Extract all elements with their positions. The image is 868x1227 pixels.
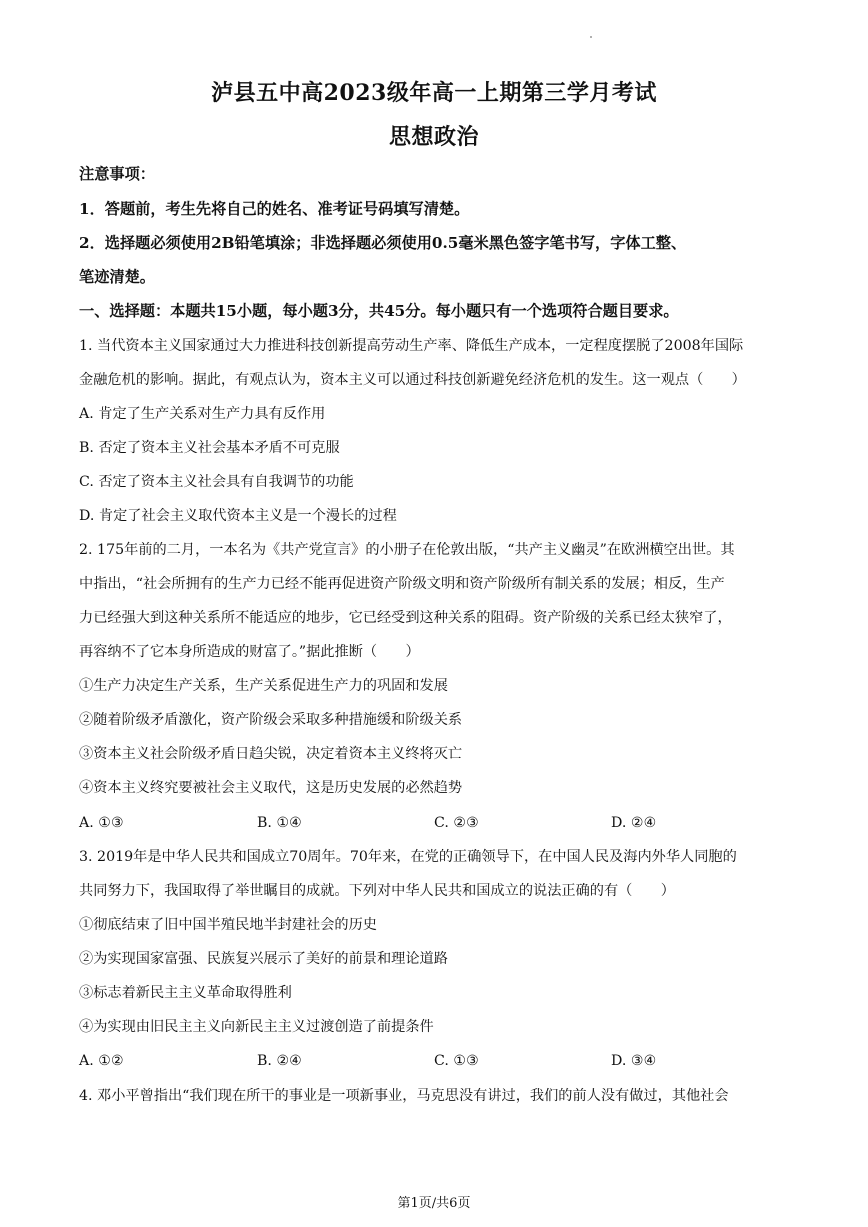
- q2-stem-line-4: 再容纳不了它本身所造成的财富了。”据此推断（ ）: [79, 644, 420, 660]
- q2-stem-line-3: 力已经强大到这种关系所不能适应的地步，它已经受到这种关系的阻碍。资产阶级的关系已经太狭窄了，: [79, 610, 732, 626]
- q3-choice-c: C. ①③: [434, 1053, 479, 1069]
- q1-option-a: A. 肯定了生产关系对生产力具有反作用: [79, 406, 326, 422]
- q2-stem-line-2: 中指出，“社会所拥有的生产力已经不能再促进资产阶级文明和资产阶级所有制关系的发展；相反，生产: [79, 576, 725, 592]
- q3-choice-b: B. ②④: [257, 1053, 302, 1069]
- q1-stem-line-1: 1. 当代资本主义国家通过大力推进科技创新提高劳动生产率、降低生产成本，一定程度摆脱了2008年国际: [79, 338, 744, 354]
- q2-choice-b: B. ①④: [257, 815, 302, 831]
- notice-item-2-line-2: 笔迹清楚。: [79, 268, 155, 286]
- section-heading: 一、选择题：本题共15小题，每小题3分，共45分。每小题只有一个选项符合题目要求。: [79, 302, 679, 320]
- q2-statement-3: ③资本主义社会阶级矛盾日趋尖锐，决定着资本主义终将灭亡: [79, 746, 463, 762]
- q2-statement-2: ②随着阶级矛盾激化，资产阶级会采取多种措施缓和阶级关系: [79, 712, 463, 728]
- q2-choice-a: A. ①③: [79, 815, 124, 831]
- q2-statement-1: ①生产力决定生产关系，生产关系促进生产力的巩固和发展: [79, 678, 448, 694]
- q2-choice-d: D. ②④: [611, 815, 657, 831]
- q2-stem-line-1: 2. 175年前的二月，一本名为《共产党宣言》的小册子在伦敦出版，“共产主义幽灵”在欧洲横空出世。其: [79, 542, 735, 558]
- exam-subject: 思想政治: [388, 124, 479, 150]
- q3-statement-2: ②为实现国家富强、民族复兴展示了美好的前景和理论道路: [79, 951, 448, 967]
- q4-stem-line-1: 4. 邓小平曾指出“我们现在所干的事业是一项新事业，马克思没有讲过，我们的前人没有做过，其他社会: [79, 1088, 729, 1104]
- q1-option-d: D. 肯定了社会主义取代资本主义是一个漫长的过程: [79, 508, 397, 524]
- q3-statement-4: ④为实现由旧民主主义向新民主主义过渡创造了前提条件: [79, 1019, 434, 1035]
- q3-stem-line-2: 共同努力下，我国取得了举世瞩目的成就。下列对中华人民共和国成立的说法正确的有（ ）: [79, 883, 675, 899]
- scan-speck: [590, 36, 592, 38]
- q3-statement-1: ①彻底结束了旧中国半殖民地半封建社会的历史: [79, 917, 377, 933]
- page-number: 第1页/共6页: [397, 1196, 471, 1211]
- q1-option-b: B. 否定了资本主义社会基本矛盾不可克服: [79, 440, 340, 456]
- q1-option-c: C. 否定了资本主义社会具有自我调节的功能: [79, 474, 354, 490]
- exam-title: 泸县五中高2023级年高一上期第三学月考试: [211, 80, 657, 106]
- q2-statement-4: ④资本主义终究要被社会主义取代，这是历史发展的必然趋势: [79, 780, 463, 796]
- q1-stem-line-2: 金融危机的影响。据此，有观点认为，资本主义可以通过科技创新避免经济危机的发生。这一观点（ ）: [79, 372, 746, 388]
- q3-statement-3: ③标志着新民主主义革命取得胜利: [79, 985, 292, 1001]
- q3-stem-line-1: 3. 2019年是中华人民共和国成立70周年。70年来，在党的正确领导下，在中国人民及海内外华人同胞的: [79, 849, 737, 865]
- notice-item-1: 1．答题前，考生先将自己的姓名、准考证号码填写清楚。: [79, 200, 470, 218]
- q2-choice-c: C. ②③: [434, 815, 479, 831]
- q3-choice-a: A. ①②: [79, 1053, 124, 1069]
- notice-heading: 注意事项：: [79, 165, 155, 183]
- q3-choice-d: D. ③④: [611, 1053, 657, 1069]
- notice-item-2-line-1: 2．选择题必须使用2B铅笔填涂；非选择题必须使用0.5毫米黑色签字笔书写，字体工整、: [79, 234, 687, 252]
